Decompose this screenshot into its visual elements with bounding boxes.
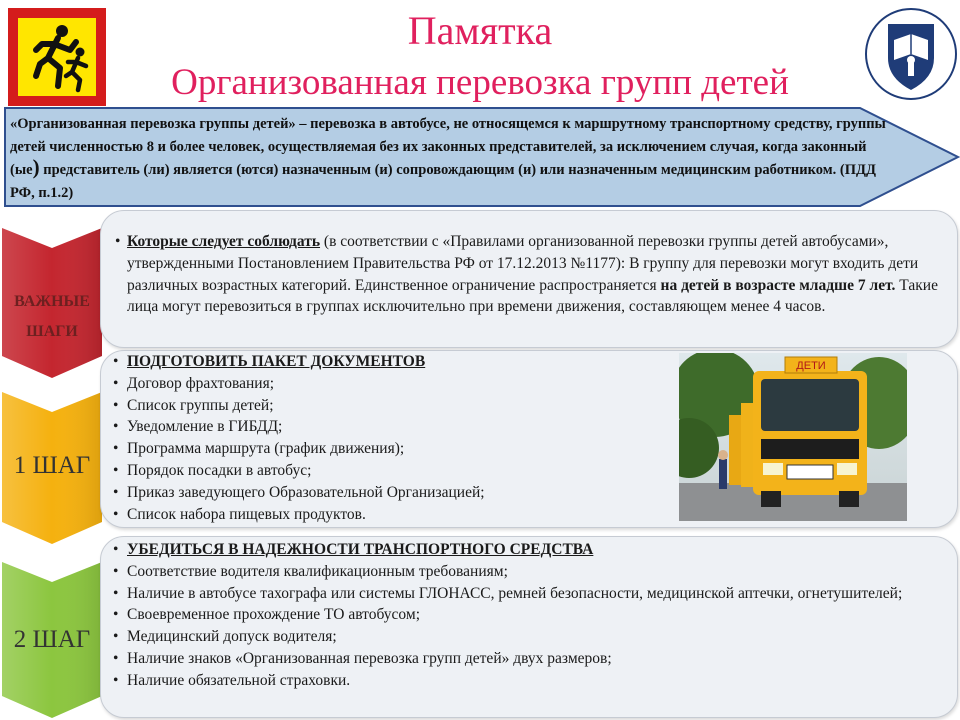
list-item: • Соответствие водителя квалификационным требованиям; [105,561,945,583]
step-1-chevron [0,390,104,546]
important-label-line2: ШАГИ [26,323,78,340]
list-item: • Договор фрахтования; [105,373,665,395]
important-steps-panel [100,210,958,348]
step-2-label: 2 ШАГ [13,626,91,653]
list-item: • Программа маршрута (график движения); [105,438,665,460]
page-title: Памятка [407,8,553,53]
bus-sign-text: ДЕТИ [796,360,826,372]
list-item: • Приказ заведующего Образовательной Организацией; [105,482,665,504]
list-item: • Медицинский допуск водителя; [105,626,945,648]
step-1-panel [100,350,958,528]
list-item: • Список набора пищевых продуктов. [105,504,665,526]
list-item: • Список группы детей; [105,395,665,417]
step-2-list [105,539,945,692]
list-item: • Наличие обязательной страховки. [105,670,945,692]
list-item: • Своевременное прохождение ТО автобусом; [105,604,945,626]
important-steps-chevron [0,226,104,380]
list-item: • Уведомление в ГИБДД; [105,416,665,438]
step-2-heading: • УБЕДИТЬСЯ В НАДЕЖНОСТИ ТРАНСПОРТНОГО СРЕДСТВА [105,539,945,561]
step-1-list [105,351,665,525]
list-item: • Наличие в автобусе тахографа или системы ГЛОНАСС, ремней безопасности, медицинской аптечки, огнетушителей; [105,583,945,605]
expert-council-emblem-icon [864,0,958,108]
step-1-heading: • ПОДГОТОВИТЬ ПАКЕТ ДОКУМЕНТОВ [105,351,665,373]
step-2-panel [100,536,958,718]
page-subtitle: Организованная перевозка групп детей [171,62,789,103]
school-bus-photo [679,353,907,521]
important-label-line1: ВАЖНЫЕ [14,293,90,310]
definition-text: «Организованная перевозка группы детей» – перевозка в автобусе, не относящемся к маршрутному транспортному средству, группы детей численностью 8 и более человек, осуществляемая без их законных представителей, за исключением случая, когда законный (ые) представитель (ли) является (ются) назначенным (и) сопровождающим (и) или назначенным медицинским работником. (ПДД РФ, п.1.2) [10,116,886,201]
list-item: • Порядок посадки в автобус; [105,460,665,482]
definition-banner [4,107,960,207]
step-2-chevron [0,560,104,720]
list-item: • Наличие знаков «Организованная перевозка групп детей» двух размеров; [105,648,945,670]
step-1-label: 1 ШАГ [13,452,91,479]
important-text: • Которые следует соблюдать (в соответствии с «Правилами организованной перевозки группы детей автобусами», утвержденными Постановлением Правительства РФ от 17.12.2013 №1177): В группу для перевозки могут входить дети различных возрастных категорий. Единственное ограничение распространяется на детей в возрасте младше 7 лет. Такие лица могут перевозиться в группах исключительно при времени движения, составляющем менее 4 часов. [113,231,960,318]
